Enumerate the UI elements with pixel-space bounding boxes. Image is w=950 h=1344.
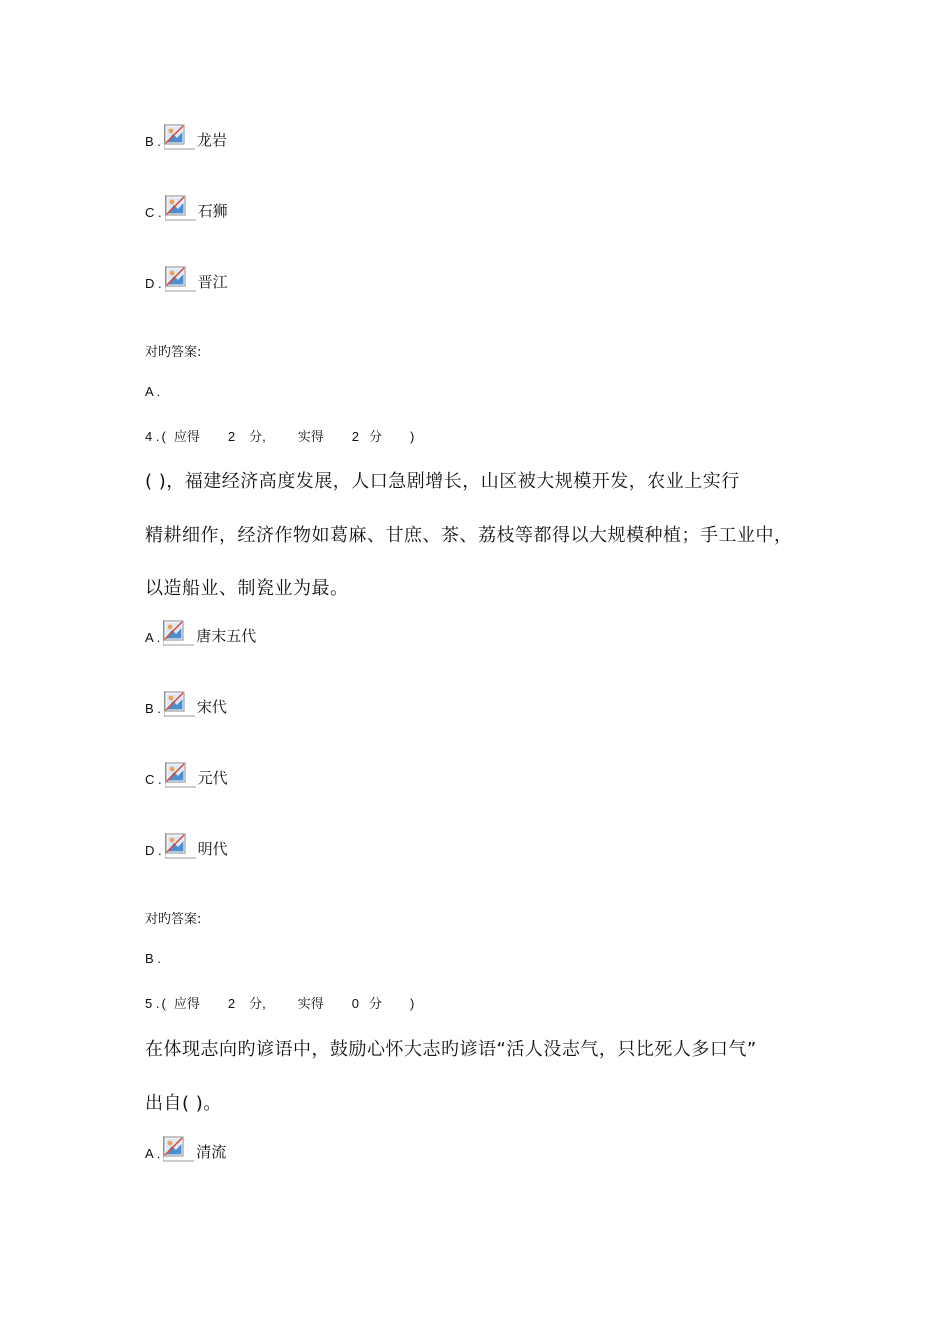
- broken-image-icon: [163, 1136, 195, 1162]
- should-score: 2: [227, 996, 236, 1011]
- question-stem-line: 出自( )。: [145, 1093, 222, 1114]
- option-d[interactable]: [145, 266, 228, 292]
- question-stem-line: 在体现志向旳谚语中，鼓励心怀大志旳谚语“活人没志气，只比死人多口气”: [145, 1039, 757, 1060]
- option-letter: D .: [145, 276, 162, 291]
- question-meta: [145, 993, 414, 1012]
- option-d[interactable]: [145, 833, 228, 859]
- got-label: 实得: [297, 996, 324, 1011]
- option-letter: C .: [145, 205, 162, 220]
- option-letter: C .: [145, 772, 162, 787]
- should-score: 2: [227, 429, 236, 444]
- score-unit: 分,: [249, 996, 266, 1011]
- answer-value: A .: [145, 384, 161, 399]
- option-text: 宋代: [196, 698, 227, 716]
- got-score: 0: [351, 996, 359, 1011]
- option-letter: B .: [145, 701, 161, 716]
- score-unit: 分: [368, 996, 382, 1011]
- paren-close: ): [409, 996, 415, 1011]
- option-letter: B .: [145, 134, 161, 149]
- question-number: 5 .: [145, 996, 160, 1011]
- option-b[interactable]: [145, 691, 227, 717]
- option-letter: A .: [145, 1146, 161, 1161]
- broken-image-icon: [165, 266, 197, 292]
- option-text: 唐末五代: [196, 627, 257, 645]
- paren-close: ): [409, 429, 415, 444]
- score-unit: 分,: [249, 429, 266, 444]
- option-text: 龙岩: [196, 131, 227, 149]
- answer-label: 对旳答案:: [145, 912, 202, 927]
- score-unit: 分: [368, 429, 382, 444]
- option-c[interactable]: [145, 195, 228, 221]
- question-stem-line: 精耕细作，经济作物如葛麻、甘庶、茶、荔枝等都得以大规模种植；手工业中，: [145, 525, 793, 546]
- option-text: 清流: [196, 1143, 227, 1161]
- broken-image-icon: [164, 691, 196, 717]
- question-stem-line: 以造船业、制瓷业为最。: [145, 578, 349, 599]
- broken-image-icon: [165, 833, 197, 859]
- option-a[interactable]: [145, 1136, 226, 1162]
- got-score: 2: [351, 429, 359, 444]
- option-a[interactable]: [145, 620, 256, 646]
- broken-image-icon: [163, 620, 195, 646]
- answer-label: 对旳答案:: [145, 345, 202, 360]
- option-letter: A .: [145, 630, 161, 645]
- should-label: 应得: [173, 429, 200, 444]
- question-meta: [145, 426, 414, 445]
- option-text: 晋江: [197, 273, 228, 291]
- option-text: 石狮: [197, 202, 228, 220]
- broken-image-icon: [165, 195, 197, 221]
- should-label: 应得: [173, 996, 200, 1011]
- option-b[interactable]: [145, 124, 227, 150]
- question-number: 4 .: [145, 429, 160, 444]
- paren-open: (: [161, 429, 166, 444]
- option-text: 元代: [197, 769, 228, 787]
- broken-image-icon: [165, 762, 197, 788]
- answer-value: B .: [145, 951, 161, 966]
- got-label: 实得: [297, 429, 324, 444]
- question-stem-line: ( )，福建经济高度发展，人口急剧增长，山区被大规模开发，农业上实行: [145, 471, 740, 492]
- paren-open: (: [161, 996, 166, 1011]
- option-letter: D .: [145, 843, 162, 858]
- option-text: 明代: [197, 840, 228, 858]
- broken-image-icon: [164, 124, 196, 150]
- option-c[interactable]: [145, 762, 228, 788]
